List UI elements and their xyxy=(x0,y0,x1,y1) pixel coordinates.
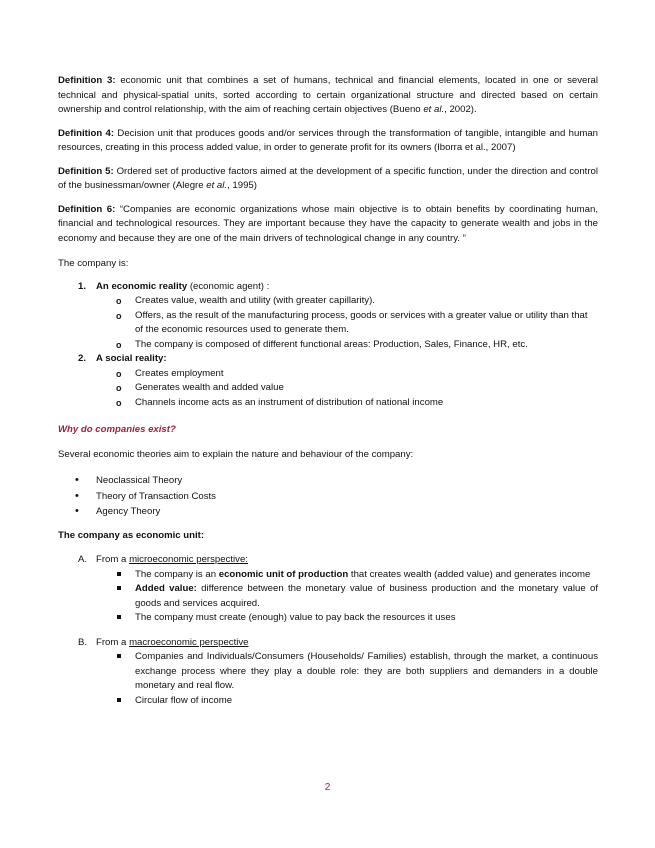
item-text: Circular flow of income xyxy=(135,694,233,706)
definition-text: economic unit that combines a set of humans, technical and financial elements, located in one or several technical and physical-spatial units, sorted according to certain organizational structure and directed based on certain ownership and control relationship, with the aim of reaching certain objectives (Bueno xyxy=(58,75,598,115)
square-bullet-icon xyxy=(117,572,121,576)
list-letter: A. xyxy=(78,554,88,565)
item-bold-text: Added value: xyxy=(135,583,197,594)
bullet-icon: • xyxy=(75,474,79,486)
theory-text: Agency Theory xyxy=(96,506,161,517)
sub-item-text: Creates value, wealth and utility (with greater capillarity). xyxy=(135,295,375,306)
item-text: Companies and Individuals/Consumers (Households/ Families) establish, through the market, a continuous exchange process where they play a double role: they are both suppliers and demanders in a double monetary and real flow. xyxy=(135,651,598,691)
definition-label: Definition 4: xyxy=(58,127,115,139)
list-item xyxy=(58,504,598,520)
company-is-list xyxy=(58,280,598,411)
definition-text: Ordered set of productive factors aimed at the development of a specific function, under the direction and control of the businessman/owner (Alegre xyxy=(58,165,598,191)
list-number: 1. xyxy=(78,280,87,292)
item-text: The company must create (enough) value to pay back the resources it uses xyxy=(135,612,456,623)
citation-end: , 2002). xyxy=(444,104,477,115)
perspective-a xyxy=(58,553,598,568)
perspective-lead: From a xyxy=(96,554,130,565)
circle-bullet-icon: o xyxy=(116,383,122,393)
circle-bullet-icon: o xyxy=(116,296,122,306)
page-number: 2 xyxy=(324,782,331,793)
perspective-lead: From a xyxy=(96,636,130,648)
theories-list xyxy=(58,473,598,520)
sub-item-text: Generates wealth and added value xyxy=(135,382,284,393)
sub-item-text: Offers, as the result of the manufacturing process, goods or services with a greater value or utility than that of the economic resources used to generate them. xyxy=(135,309,588,335)
circle-bullet-icon: o xyxy=(116,397,122,408)
section-heading-why: Why do companies exist? xyxy=(58,424,176,435)
list-item xyxy=(58,650,598,694)
bullet-icon: • xyxy=(75,505,79,517)
definition-text: Decision unit that produces goods and/or services through the transformation of tangible, intangible and human resources, creating in this process added value, in order to generate profit for its owners (Iborra et al., 2007) xyxy=(58,127,598,153)
company-is-intro: The company is: xyxy=(58,258,129,269)
definition-label: Definition 6: xyxy=(58,203,116,215)
sub-list-item xyxy=(58,309,598,338)
item-text: that creates wealth (added value) and generates income xyxy=(348,568,591,580)
list-item-title: A social reality: xyxy=(96,353,167,364)
square-bullet-icon xyxy=(117,615,121,619)
circle-bullet-icon: o xyxy=(116,310,122,321)
perspective-a-list xyxy=(58,568,598,626)
theory-text: Neoclassical Theory xyxy=(96,475,183,486)
square-bullet-icon xyxy=(117,698,121,702)
list-item xyxy=(58,489,598,505)
why-intro: Several economic theories aim to explain the nature and behaviour of the company: xyxy=(58,448,414,460)
sub-list-item xyxy=(58,367,598,382)
sub-list xyxy=(58,367,598,411)
perspective-title: microeconomic perspective: xyxy=(129,554,248,565)
definition-label: Definition 3: xyxy=(58,75,116,86)
perspective-b xyxy=(58,636,598,651)
list-item-title: An economic reality xyxy=(96,280,188,292)
citation-italic: et al. xyxy=(206,180,228,191)
list-item-rest: (economic agent) : xyxy=(187,280,270,292)
item-bold-text: economic unit of production xyxy=(218,568,349,580)
list-item xyxy=(58,352,598,410)
list-item xyxy=(58,473,598,489)
perspective-title: macroeconomic perspective xyxy=(129,636,249,648)
citation-italic: et al. xyxy=(423,104,445,115)
definition-text: “Companies are economic organizations whose main objective is to obtain benefits by coordinating human, financial and technological resources. They are important because they have the capacity to generate wealth and jobs in the economy and because they are one of the main drivers of technological change in any country. ” xyxy=(58,203,598,244)
square-bullet-icon xyxy=(117,654,121,658)
circle-bullet-icon: o xyxy=(116,368,122,379)
list-item xyxy=(58,611,598,626)
item-text: The company is an xyxy=(135,568,219,580)
section-heading-economic-unit: The company as economic unit: xyxy=(58,529,205,541)
document-page xyxy=(58,74,598,708)
sub-list-item xyxy=(58,338,598,353)
citation-end: , 1995) xyxy=(227,180,257,191)
list-item xyxy=(58,568,598,583)
sub-list-item xyxy=(58,294,598,309)
definition-label: Definition 5: xyxy=(58,165,114,177)
definition-4 xyxy=(58,127,598,156)
list-item xyxy=(58,280,598,353)
sub-list-item xyxy=(58,396,598,411)
square-bullet-icon xyxy=(117,586,121,590)
sub-list-item xyxy=(58,381,598,396)
list-number: 2. xyxy=(78,353,87,364)
perspective-b-list xyxy=(58,650,598,708)
sub-item-text: Creates employment xyxy=(135,367,224,379)
theory-text: Theory of Transaction Costs xyxy=(96,490,216,502)
sub-item-text: The company is composed of different functional areas: Production, Sales, Finance, HR, etc. xyxy=(135,338,528,350)
definition-3 xyxy=(58,74,598,118)
list-item xyxy=(58,694,598,709)
bullet-icon: • xyxy=(75,489,79,502)
list-item xyxy=(58,582,598,611)
list-letter: B. xyxy=(78,636,88,648)
sub-list xyxy=(58,294,598,352)
definition-6 xyxy=(58,203,598,247)
circle-bullet-icon: o xyxy=(116,339,122,350)
sub-item-text: Channels income acts as an instrument of distribution of national income xyxy=(135,396,444,408)
item-text: difference between the monetary value of business production and the monetary value of goods and services acquired. xyxy=(135,583,598,609)
definition-5 xyxy=(58,165,598,194)
